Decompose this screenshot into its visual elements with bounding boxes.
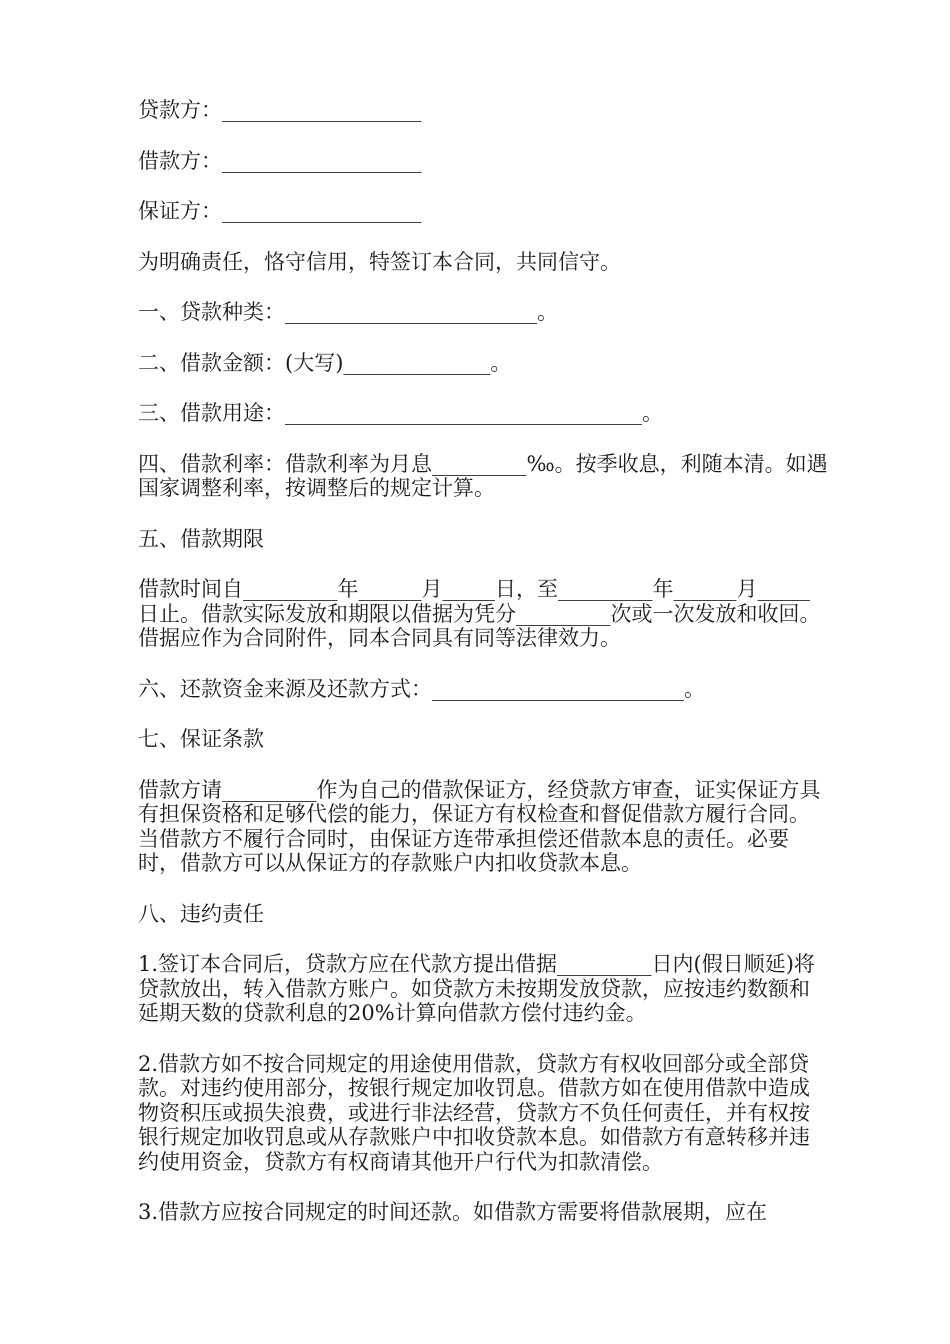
clause-guarantee-title: 七、保证条款 <box>138 727 264 751</box>
clause-liability-title: 八、违约责任 <box>138 901 264 926</box>
clause-repayment: 六、还款资金来源及还款方式：________________________。 <box>138 676 705 701</box>
clause-term-title: 五、借款期限 <box>138 526 264 551</box>
liability-item-2: 2.借款方如不按合同规定的用途使用借款，贷款方有权收回部分或全部贷款。对违约使用部分，按银行规定加收罚息。借款方如在使用借款中造成物资积压或损失浪费，或进行非法经营，贷款方不负任何责任，并有权按银行规定加收罚息或从存款账户中扣收贷款本息。如借款方有意转移并违约使用资金，贷款方有权商请其他开户行代为扣款清偿。 <box>138 1051 810 1174</box>
clause-loan-purpose: 三、借款用途：__________________________________。 <box>138 401 663 425</box>
clause-guarantee-body: 借款方请_________作为自己的借款保证方，经贷款方审查，证实保证方具有担保资格和足够代偿的能力，保证方有权检查和督促借款方履行合同。当借款方不履行合同时，由保证方连带承担偿还借款本息的责任。必要时，借款方可以从保证方的存款账户内扣收贷款本息。 <box>138 777 821 875</box>
contract-page <box>138 98 830 1225</box>
clause-interest-rate: 四、借款利率：借款利率为月息_________‰。按季收息，利随本清。如遇国家调整利率，按调整后的规定计算。 <box>138 451 828 500</box>
lender-line: 贷款方：___________________ <box>138 98 422 122</box>
borrower-line: 借款方：___________________ <box>138 148 422 173</box>
clause-loan-amount: 二、借款金额：(大写)______________。 <box>138 350 512 375</box>
preamble: 为明确责任，恪守信用，特签订本合同，共同信守。 <box>138 249 621 274</box>
liability-item-3: 3.借款方应按合同规定的时间还款。如借款方需要将借款展期，应在 <box>138 1200 768 1224</box>
clause-term-body: 借款时间自_________年______月_____日，至_________年______月_____日止。借款实际发放和期限以借据为凭分_________次或一次发放和收回。借据应作为合同附件，同本合同具有同等法律效力。 <box>138 577 821 650</box>
clause-loan-type: 一、贷款种类：________________________。 <box>138 300 558 324</box>
liability-item-1: 1.签订本合同后，贷款方应在代款方提出借据_________日内(假日顺延)将贷款放出，转入借款方账户。如贷款方未按期发放贷款，应按违约数额和延期天数的贷款利息的20%计算向借款方偿付违约金。 <box>138 952 815 1025</box>
guarantor-line: 保证方：___________________ <box>138 199 422 223</box>
